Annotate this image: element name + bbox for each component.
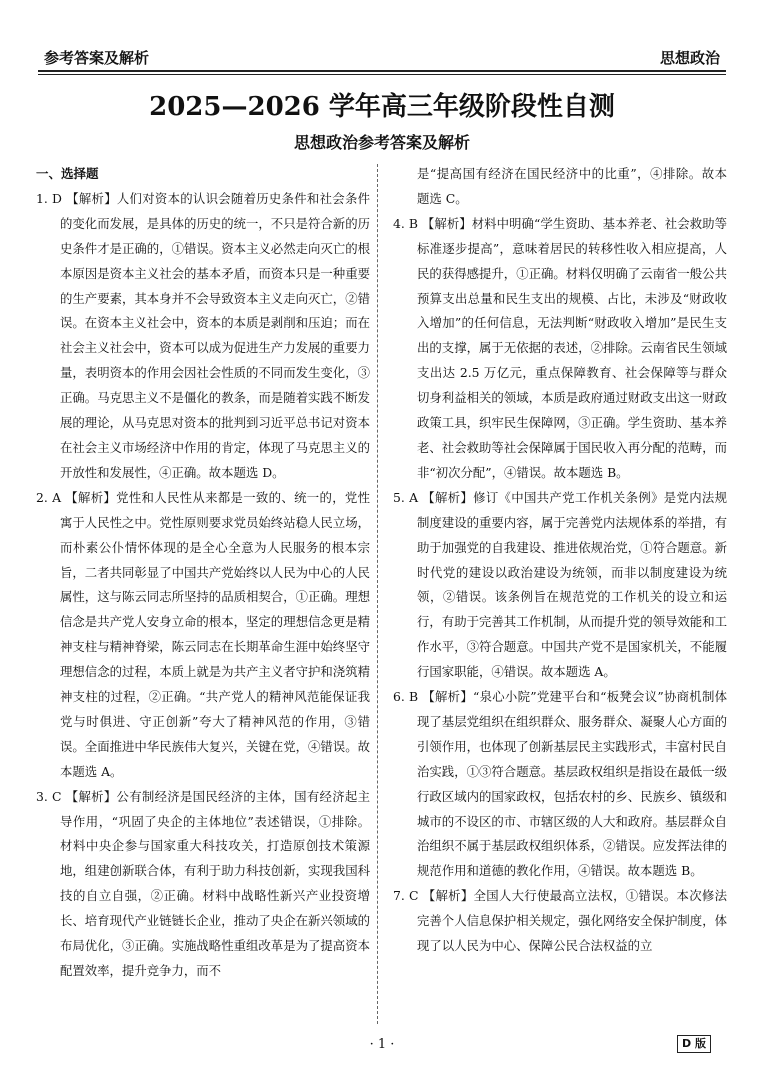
item-number: 5. A <box>393 489 419 505</box>
item-explanation: 修订《中国共产党工作机关条例》是党内法规制度建设的重要内容，属于完善党内法规体系的举措，有助于加强党的自我建设、推进依规治党，①符合题意。新时代党的建设以政治建设为统领，而非以制度建设为统领，②错误。该条例旨在规范党的工作机关的设立和运行，有助于完善其工作机制，从而提升党的领导效能和工作水平，③符合题意。中国共产党不是国家机关，不能履行国家职能，④错误。故本题选 A。 <box>417 489 727 680</box>
answer-item-2 <box>36 486 370 785</box>
answer-item-4 <box>393 212 727 486</box>
item-number: 3. C <box>36 788 62 804</box>
document-subtitle: 思想政治参考答案及解析 <box>293 133 470 152</box>
page-number: · 1 · <box>369 1037 395 1052</box>
analysis-tag: 【解析】 <box>421 215 472 231</box>
answer-item-5 <box>393 486 727 685</box>
item-number: 2. A <box>36 489 62 505</box>
header-rule-thick <box>38 70 726 72</box>
item-explanation: 公有制经济是国民经济的主体，国有经济起主导作用，“巩固了央企的主体地位”表述错误，①排除。材料中央企参与国家重大科技攻关，打造原创技术策源地，组建创新联合体，有利于助力科技创新，实现我国科技的自立自强，②正确。材料中战略性新兴产业投资增长、培育现代产业链链长企业，推动了央企在新兴领域的布局优化，③正确。实施战略性重组改革是为了提高资本配置效率，提升竞争力，而不 <box>60 788 370 978</box>
item-number: 4. B <box>393 215 418 231</box>
header-subject-label: 思想政治 <box>659 49 720 67</box>
item-explanation: 材料中明确“学生资助、基本养老、社会救助等标准逐步提高”，意味着居民的转移性收入相应提高，人民的获得感提升，①正确。材料仅明确了云南省一般公共预算支出总量和民生支出的规模、占比，未涉及“财政收入增加”的任何信息，无法判断“财政收入增加”是民生支出的支撑，属于无依据的表述，②排除。云南省民生领域支出达 2.5 万亿元，重点保障教育、社会保障等与群众切身利益相关的领域，本质是政府通过财政支出这一财政政策工具，织牢民生保障网，③正确。学生资助、基本养老、社会救助等社会保障属于国民收入再分配的范畴，而非“初次分配”，④错误。故本题选 B。 <box>417 215 727 480</box>
analysis-tag: 【解析】 <box>422 489 474 505</box>
analysis-tag: 【解析】 <box>66 190 117 206</box>
answer-item-7 <box>393 884 727 959</box>
column-divider <box>377 164 378 1024</box>
section-heading: 一、选择题 <box>36 166 99 181</box>
header-rule-thin <box>38 74 726 75</box>
item-number: 1. D <box>36 190 62 206</box>
analysis-tag: 【解析】 <box>422 689 473 705</box>
item-number: 6. B <box>393 689 419 705</box>
analysis-tag: 【解析】 <box>65 788 117 804</box>
document-title: 2025—2026 学年高三年级阶段性自测 <box>149 92 615 122</box>
page-header <box>38 44 726 74</box>
item-explanation: “泉心小院”党建平台和“板凳会议”协商机制体现了基层党组织在组织群众、服务群众、凝聚人心方面的引领作用，也体现了创新基层民主实践形式，丰富村民自治实践，①③符合题意。基层政权组织是指设在最低一级行政区域内的国家政权，包括农村的乡、民族乡、镇级和城市的不设区的市、市辖区级的人大和政府。基层群众自治组织不属于基层政权组织体系，②错误。应发挥法律的规范作用和道德的教化作用，④错误。故本题选 B。 <box>417 689 727 879</box>
right-column <box>393 162 727 959</box>
answer-item-1 <box>36 187 370 486</box>
analysis-tag: 【解析】 <box>422 888 474 904</box>
answer-item-6 <box>393 685 727 884</box>
item-number: 7. C <box>393 888 419 904</box>
answer-item-3-continued <box>393 162 727 212</box>
item-explanation: 全国人大行使最高立法权，①错误。本次修法完善个人信息保护相关规定，强化网络安全保护制度，体现了以人民为中心、保障公民合法权益的立 <box>417 888 727 954</box>
item-explanation: 党性和人民性从来都是一致的、统一的，党性寓于人民性之中。党性原则要求党员始终站稳人民立场，而朴素公仆情怀体现的是全心全意为人民服务的根本宗旨，二者共同彰显了中国共产党始终以人民为中心的人民属性，这与陈云同志所坚持的品质相契合，①正确。理想信念是共产党人安身立命的根本，坚定的理想信念更是精神支柱与精神脊梁，陈云同志在长期革命生涯中始终坚守理想信念的过程，本质上就是为共产主义者守护和浇筑精神支柱的过程，②正确。“共产党人的精神风范能保证我党与时俱进、守正创新”夸大了精神风范的作用，③错误。全面推进中华民族伟大复兴，关键在党，④错误。故本题选 A。 <box>60 489 370 779</box>
left-column <box>36 162 370 984</box>
item-explanation: 人们对资本的认识会随着历史条件和社会条件的变化而发展，是具体的历史的统一，不只是符合新的历史条件才是正确的，①错误。资本主义必然走向灭亡的根本原因是资本主义社会的基本矛盾，而资本只是一种重要的生产要素，其本身并不会导致资本主义走向灭亡，②错误。在资本主义社会中，资本的本质是剥削和压迫；而在社会主义社会中，资本可以成为促进生产力发展的重要力量，表明资本的作用会因社会性质的不同而发生变化，③正确。马克思主义不是僵化的教条，而是随着实践不断发展的理论，从马克思对资本的批判到习近平总书记对资本在社会主义市场经济中作用的肯定，体现了马克思主义的开放性和发展性，④正确。故本题选 D。 <box>60 190 370 480</box>
item-explanation: 是“提高国有经济在国民经济中的比重”，④排除。故本题选 C。 <box>417 166 727 206</box>
answer-item-3 <box>36 785 370 984</box>
analysis-tag: 【解析】 <box>65 489 117 505</box>
version-badge: D 版 <box>677 1035 711 1053</box>
header-left-label: 参考答案及解析 <box>44 49 150 67</box>
